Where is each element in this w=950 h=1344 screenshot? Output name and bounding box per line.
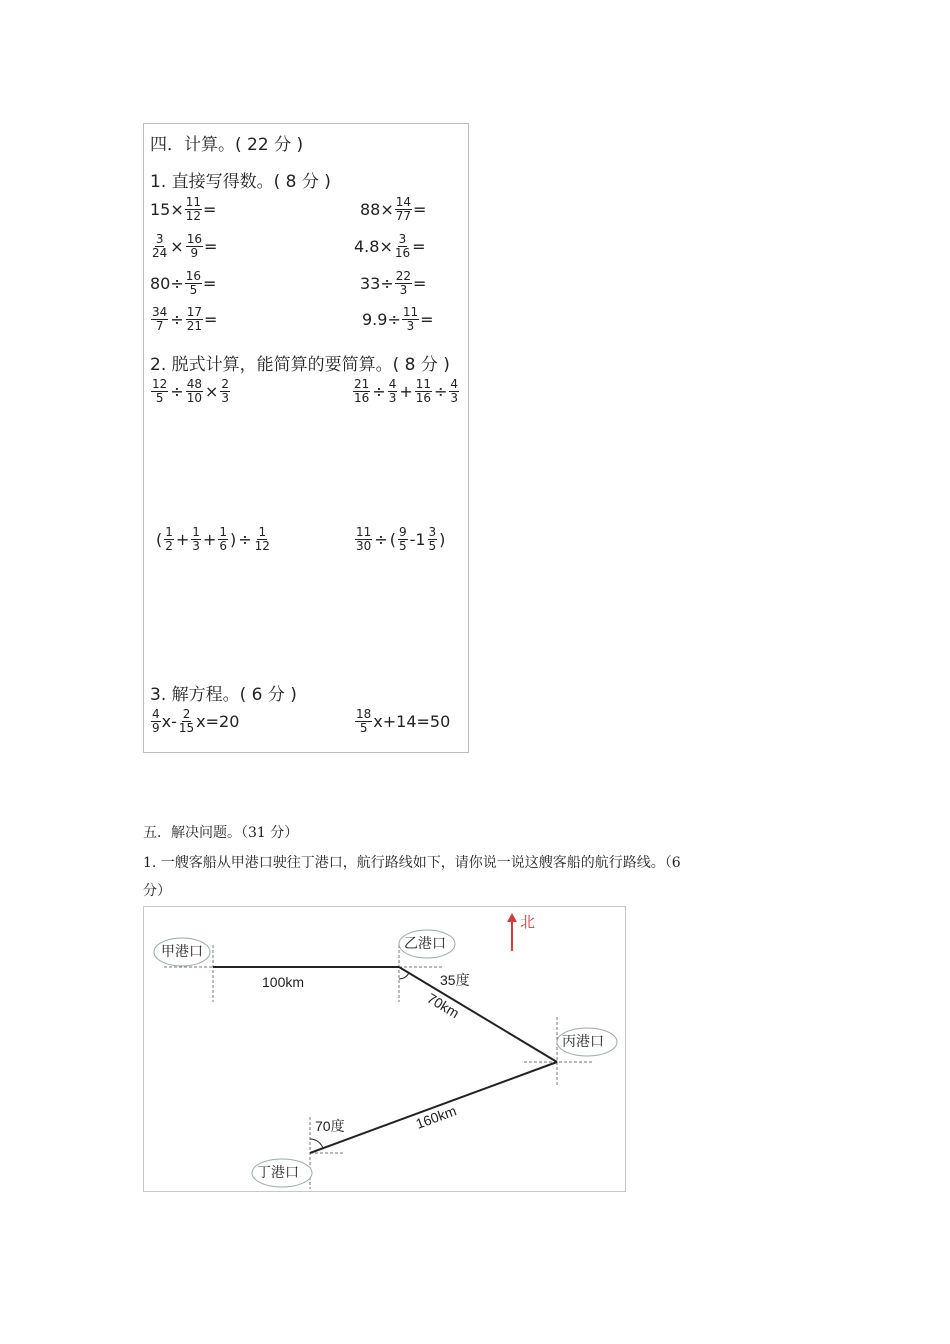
label-jia-port: 甲港口 xyxy=(161,943,203,959)
q2-expression-2: $\frac{21}{16}$ ÷ $\frac{4}{3}$ + $\frac{11}{16}$ ÷ $\frac{4}{3}$ xyxy=(354,377,459,405)
north-arrow xyxy=(507,913,517,951)
section5-question-1-line-2: 分） xyxy=(143,883,171,899)
route-path xyxy=(213,967,557,1153)
q2-expression-4: $\frac{11}{30}$ ÷ ( 9 5 -1 3 5 ) xyxy=(356,525,446,553)
q1-item-1: 15× $\frac{11}{12}$ = xyxy=(150,195,217,223)
q2-expression-3: ( 1 2 + $\frac{1}{3}$ + $\frac{1}{6}$ ) ÷ $\frac{1}{12}$ xyxy=(156,525,270,553)
route-map xyxy=(143,906,626,1192)
route-segment-bing-ding xyxy=(310,1062,557,1153)
q1-item-5: 80÷ $\frac{16}{5}$ = xyxy=(150,269,217,297)
q3-equation-2: 18 5 x+14=50 xyxy=(356,707,451,735)
q1-item-4: 4.8× $\frac{3}{16}$ = xyxy=(354,232,426,260)
label-distance-160km: 160km xyxy=(413,1102,459,1132)
label-yi-port: 乙港口 xyxy=(404,935,446,951)
section5-question-1-line-1: 1. 一艘客船从甲港口驶往丁港口，航行路线如下，请你说一说这艘客船的航行路线。（6 xyxy=(143,855,681,871)
angle-arc-70 xyxy=(310,1139,323,1148)
q1-item-2: 88× $\frac{14}{77}$ = xyxy=(360,195,427,223)
q1-item-7: $\frac{34}{7}$ ÷ $\frac{17}{21}$ = xyxy=(152,305,218,333)
label-distance-100km: 100km xyxy=(262,974,305,990)
port-clouds xyxy=(154,930,617,1187)
label-north: 北 xyxy=(520,914,536,931)
q3-equation-1: 4 9 x- 2 15 x=20 xyxy=(152,707,240,735)
q2-expression-1: $\frac{12}{5}$ ÷ $\frac{48}{10}$ × $\frac{2}{3}$ xyxy=(152,377,230,405)
section5-title: 五．解决问题。（31 分） xyxy=(143,825,299,841)
label-bing-port: 丙港口 xyxy=(562,1033,604,1049)
label-angle-70: 70度 xyxy=(315,1118,345,1134)
reference-lines xyxy=(164,945,594,1189)
route-segment-yi-bing xyxy=(399,967,557,1062)
q1-item-6: 33÷ $\frac{22}{3}$ = xyxy=(360,269,427,297)
section4-title: 四．计算。( 22 分 ) xyxy=(150,135,304,155)
q1-item-3: $\frac{3}{24}$ × $\frac{16}{9}$ = xyxy=(152,232,218,260)
label-angle-35: 35度 xyxy=(440,972,470,988)
label-distance-70km: 70km xyxy=(424,989,463,1022)
q3-title: 3. 解方程。( 6 分 ) xyxy=(150,685,297,705)
q1-item-8: 9.9÷ $\frac{11}{3}$ = xyxy=(362,305,434,333)
label-ding-port: 丁港口 xyxy=(257,1164,299,1180)
q1-title: 1. 直接写得数。( 8 分 ) xyxy=(150,172,331,192)
q2-title: 2. 脱式计算，能简算的要简算。( 8 分 ) xyxy=(150,355,450,375)
angle-arc-35 xyxy=(399,973,409,979)
route-map-drawing xyxy=(144,907,625,1191)
